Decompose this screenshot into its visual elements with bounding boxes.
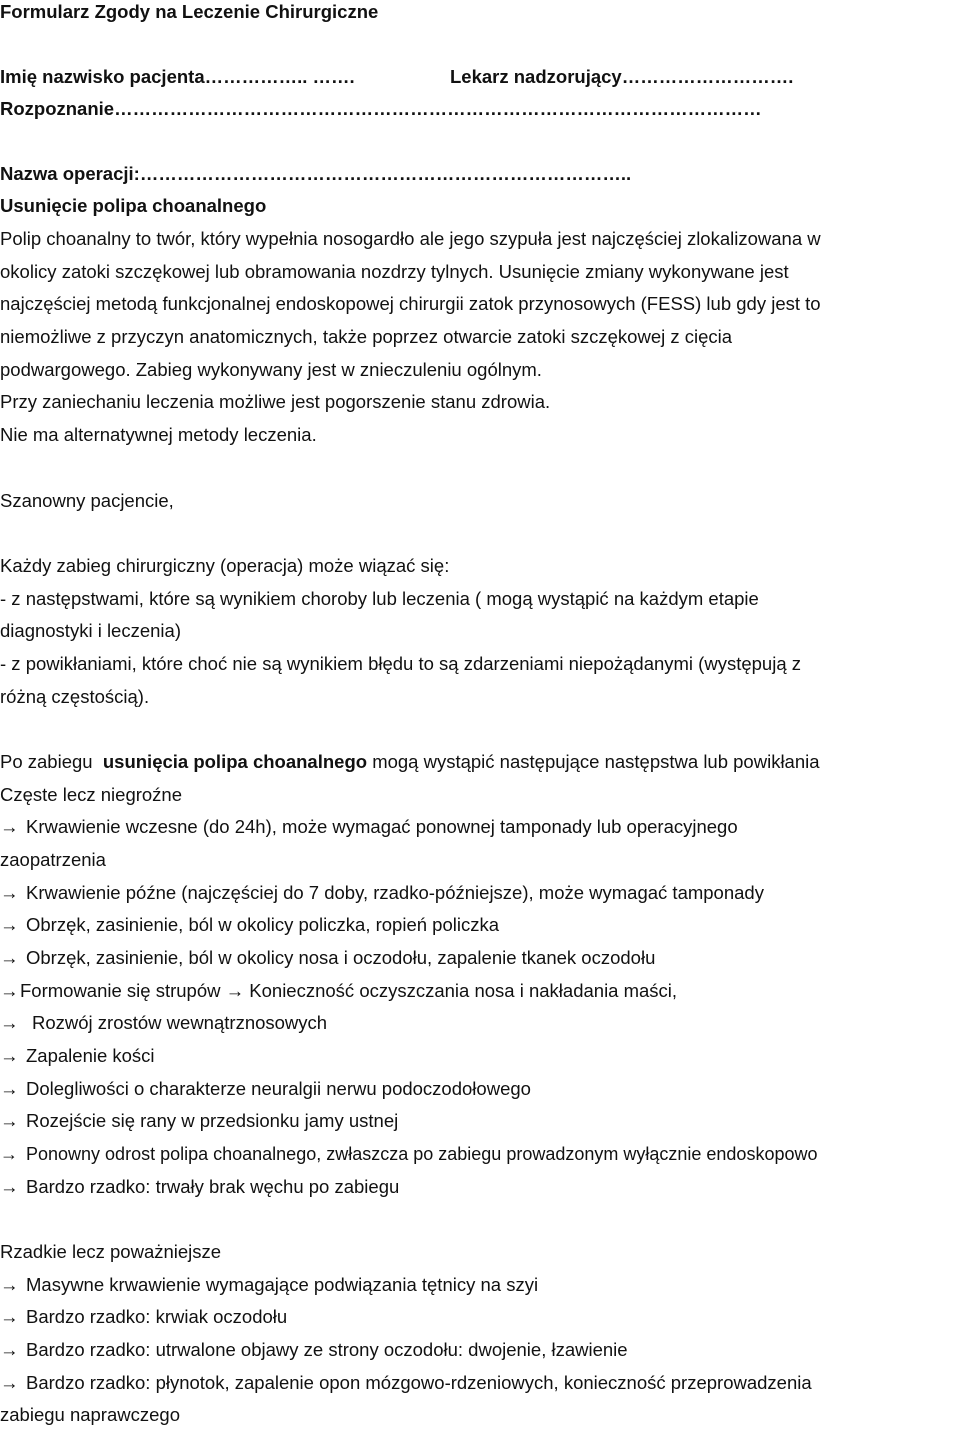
arrow-icon: → [0, 1110, 19, 1131]
list-item: →Formowanie się strupów → Konieczność oczyszczania nosa i nakładania maści, [0, 980, 678, 1001]
diagnosis-field: Rozpoznanie…………………………………………………………………………………………… [0, 98, 762, 119]
list-item: → Rozwój zrostów wewnątrznosowych [0, 1012, 328, 1033]
list-item: → Krwawienie wczesne (do 24h), może wymagać ponownej tamponady lub operacyjnego [0, 816, 738, 837]
intro-line: Każdy zabieg chirurgiczny (operacja) może wiązać się: [0, 555, 450, 576]
list-item: → Bardzo rzadko: krwiak oczodołu [0, 1306, 288, 1327]
after-procedure: usunięcia polipa choanalnego [102, 751, 368, 772]
description-line: okolicy zatoki szczękowej lub obramowania nozdrzy tylnych. Usunięcie zmiany wykonywane jest [0, 261, 789, 282]
list-item: → Obrzęk, zasinienie, ból w okolicy nosa i oczodołu, zapalenie tkanek oczodołu [0, 947, 656, 968]
arrow-icon: → [0, 1306, 19, 1327]
form-title: Formularz Zgody na Leczenie Chirurgiczne [0, 1, 379, 22]
common-heading: Częste lecz niegroźne [0, 784, 183, 805]
supervising-doctor-field: Lekarz nadzorujący………………………. [450, 66, 794, 87]
arrow-icon: → [0, 1078, 19, 1099]
intro-line: różną częstością). [0, 686, 150, 707]
description-line: niemożliwe z przyczyn anatomicznych, także poprzez otwarcie zatoki szczękowej z cięcia [0, 326, 733, 347]
description-line: Przy zaniechaniu leczenia możliwe jest pogorszenie stanu zdrowia. [0, 391, 551, 412]
patient-name-field: Imię nazwisko pacjenta…………….. ……. [0, 66, 355, 87]
intro-line: - z powikłaniami, które choć nie są wynikiem błędu to są zdarzeniami niepożądanymi (występują z [0, 653, 802, 674]
list-item-continuation: zaopatrzenia [0, 849, 106, 870]
arrow-icon: → [0, 1144, 18, 1164]
after-prefix: Po zabiegu [0, 751, 93, 772]
arrow-icon: → [0, 1045, 19, 1066]
arrow-icon: → [0, 1012, 19, 1033]
intro-line: diagnostyki i leczenia) [0, 620, 181, 641]
greeting: Szanowny pacjencie, [0, 490, 174, 511]
description-line: Polip choanalny to twór, który wypełnia nosogardło ale jego szypuła jest najczęściej zlokalizowana w [0, 228, 821, 249]
description-line: najczęściej metodą funkcjonalnej endoskopowej chirurgii zatok przynosowych (FESS) lub gdy jest to [0, 293, 821, 314]
procedure-name: Usunięcie polipa choanalnego [0, 195, 267, 216]
complications-intro [0, 750, 820, 774]
arrow-icon: → [0, 1372, 19, 1393]
arrow-icon: → [0, 980, 19, 1001]
list-item: → Zapalenie kości [0, 1045, 155, 1066]
list-item: → Krwawienie późne (najczęściej do 7 doby, rzadko-późniejsze), może wymagać tamponady [0, 882, 764, 903]
serious-heading: Rzadkie lecz poważniejsze [0, 1241, 222, 1262]
list-item-continuation: zabiegu naprawczego [0, 1404, 180, 1425]
list-item: → Dolegliwości o charakterze neuralgii nerwu podoczodołowego [0, 1078, 531, 1099]
arrow-icon: → [0, 947, 19, 968]
arrow-icon: → [0, 1339, 19, 1360]
arrow-icon: → [0, 1176, 19, 1197]
operation-name-field: Nazwa operacji:…………………………………………………………………….. [0, 163, 632, 184]
list-item: → Bardzo rzadko: utrwalone objawy ze strony oczodołu: dwojenie, łzawienie [0, 1339, 628, 1360]
after-suffix: mogą wystąpić następujące następstwa lub powikłania [372, 751, 820, 772]
list-item: → Bardzo rzadko: trwały brak węchu po zabiegu [0, 1176, 400, 1197]
arrow-icon: → [0, 914, 19, 935]
list-item: → Obrzęk, zasinienie, ból w okolicy policzka, ropień policzka [0, 914, 499, 935]
arrow-icon: → [0, 816, 19, 837]
list-item: → Masywne krwawienie wymagające podwiązania tętnicy na szyi [0, 1274, 539, 1295]
arrow-icon: → [0, 882, 19, 903]
arrow-icon: → [225, 980, 245, 1001]
intro-line: - z następstwami, które są wynikiem choroby lub leczenia ( mogą wystąpić na każdym etapie [0, 588, 759, 609]
list-item: → Ponowny odrost polipa choanalnego, zwłaszcza po zabiegu prowadzonym wyłącznie endoskopowo [0, 1144, 818, 1164]
description-line: Nie ma alternatywnej metody leczenia. [0, 424, 317, 445]
description-line: podwargowego. Zabieg wykonywany jest w znieczuleniu ogólnym. [0, 359, 542, 380]
list-item: → Rozejście się rany w przedsionku jamy ustnej [0, 1110, 399, 1131]
list-item: → Bardzo rzadko: płynotok, zapalenie opon mózgowo-rdzeniowych, konieczność przeprowadzenia [0, 1372, 812, 1393]
arrow-icon: → [0, 1274, 19, 1295]
